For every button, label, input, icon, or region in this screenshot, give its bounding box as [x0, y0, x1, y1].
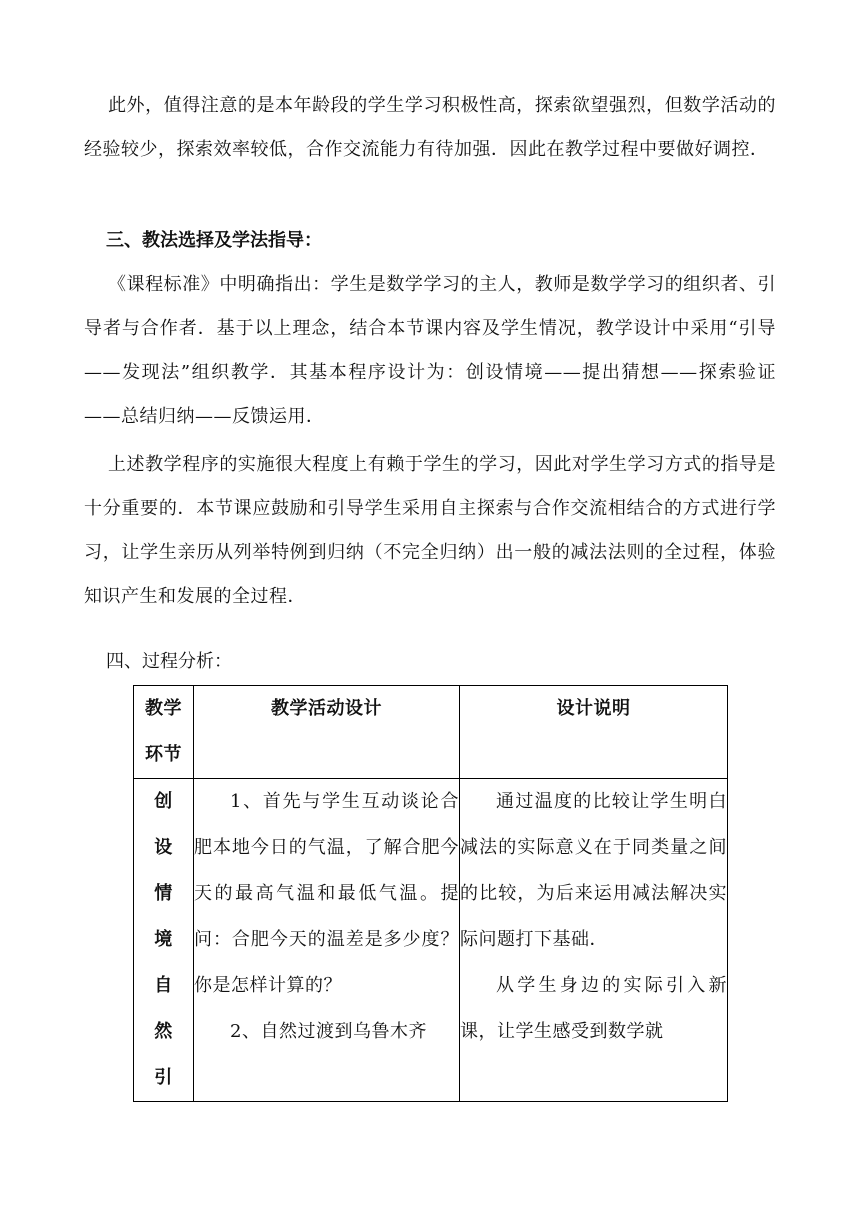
- stage-char: 境: [154, 929, 173, 950]
- stage-char: 然: [154, 1021, 173, 1042]
- table-header-row: [134, 686, 728, 779]
- activity-cell: [194, 779, 460, 1102]
- header-note: 设计说明: [460, 686, 728, 779]
- stage-char: 情: [154, 883, 173, 904]
- stage-char: 设: [154, 837, 173, 858]
- note-paragraph-1: 通过温度的比较让学生明白减法的实际意义在于同类量之间的比较，为后来运用减法解决实际问题打下基础．: [460, 791, 727, 950]
- stage-char: 创: [154, 791, 173, 812]
- activity-paragraph-2: 2、自然过渡到乌鲁木齐: [230, 1021, 427, 1042]
- section-heading-3: 三、教法选择及学法指导：: [106, 230, 322, 251]
- note-paragraph-2: 从学生身边的实际引入新课，让学生感受到数学就: [460, 975, 727, 1042]
- section-heading-4: 四、过程分析：: [106, 651, 232, 672]
- note-cell: [460, 779, 728, 1102]
- stage-char: 引: [154, 1067, 173, 1088]
- header-stage-line1: 教学: [145, 698, 182, 719]
- stage-char: 自: [154, 975, 173, 996]
- stage-cell: [134, 779, 194, 1102]
- paragraph-learning: 上述教学程序的实施很大程度上有赖于学生的学习，因此对学生学习方式的指导是十分重要的．本节课应鼓励和引导学生采用自主探索与合作交流相结合的方式进行学习，让学生亲历从列举特例到归纳（不完全归纳）出一般的减法法则的全过程，体验知识产生和发展的全过程．: [84, 454, 776, 607]
- header-stage: [134, 686, 194, 779]
- activity-paragraph-1: 1、首先与学生互动谈论合肥本地今日的气温，了解合肥今天的最高气温和最低气温。提问：合肥今天的温差是多少度？你是怎样计算的？: [194, 791, 459, 996]
- paragraph-intro: 此外，值得注意的是本年龄段的学生学习积极性高，探索欲望强烈，但数学活动的经验较少，探索效率较低，合作交流能力有待加强．因此在教学过程中要做好调控．: [84, 95, 776, 160]
- process-table: [133, 685, 728, 1102]
- paragraph-method: 《课程标准》中明确指出：学生是数学学习的主人，教师是数学学习的组织者、引导者与合作者．基于以上理念，结合本节课内容及学生情况，教学设计中采用“引导——发现法”组织教学．其基本程序设计为：创设情境——提出猜想——探索验证——总结归纳——反馈运用．: [84, 274, 776, 427]
- header-activity: 教学活动设计: [194, 686, 460, 779]
- header-stage-line2: 环节: [145, 744, 182, 765]
- table-row: [134, 779, 728, 1102]
